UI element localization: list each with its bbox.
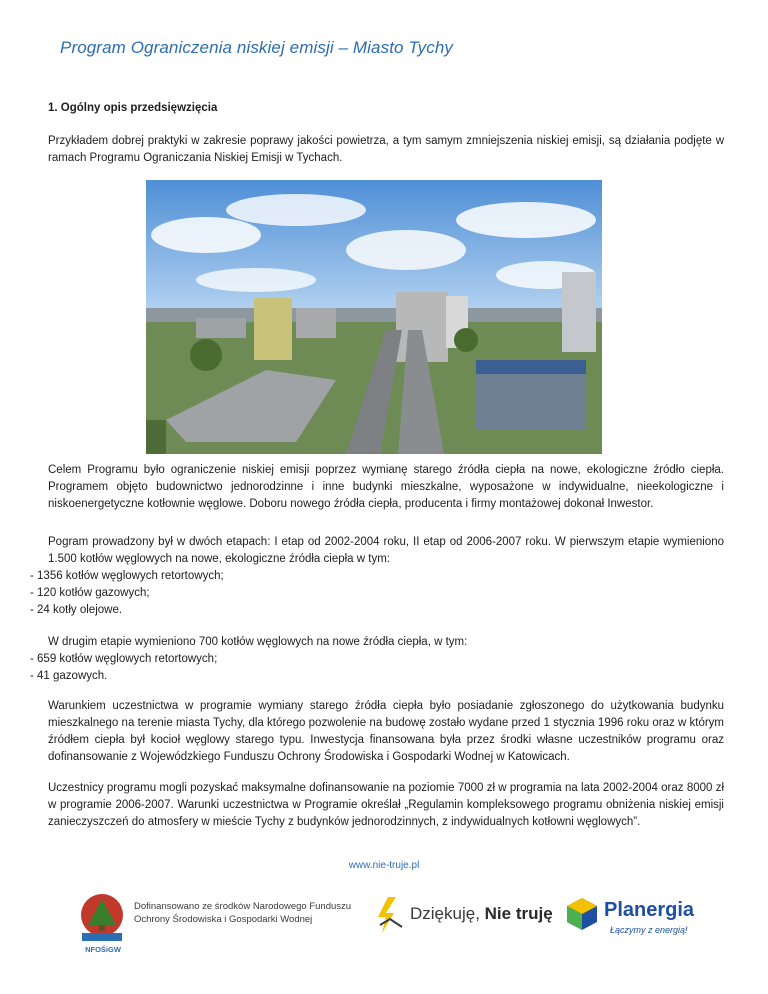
nfosigw-text-line: Ochrony Środowiska i Gospodarki Wodnej [134,914,313,925]
section-heading: 1. Ogólny opis przedsięwzięcia [48,102,218,114]
list-item: - 41 gazowych. [30,670,108,682]
conditions-paragraph: Warunkiem uczestnictwa w programie wymiany starego źródła ciepła było posiadanie zgłoszonego do użytkowania budynku mieszkalnego na terenie miasta Tychy, dla którego pozwolenie na budowę zostało wydane przed 1 stycznia 1996 roku oraz w którym źródłem ciepła był kocioł węglowy starego typu. Inwestycja finansowana była przez środki własne uczestników programu oraz dofinansowanie z Wojewódzkiego Funduszu Ochrony Środowiska i Gospodarki Wodnej w Katowicach. [48,700,724,763]
list-item: - 24 kotły olejowe. [30,604,123,616]
nfosigw-label: NFOŚiGW [85,945,121,954]
list-item: - 1356 kotłów węglowych retortowych; [30,570,224,582]
funding-paragraph: Uczestnicy programu mogli pozyskać maksymalne dofinansowanie na poziomie 7000 zł w programia na lata 2002-2004 oraz 8000 zł w programie 2006-2007. Warunki uczestnictwa w Programie określał „Regulamin kompleksowego programu obniżenia niskiej emisji zanieczyszczeń do atmosfery w mieście Tychy z budynków jednorodzinnych, z indywidualnych kotłowni węglowych”. [48,782,724,828]
footer-logos [0,885,768,965]
list-item: - 659 kotłów węglowych retortowych; [30,653,218,665]
goal-paragraph: Celem Programu było ograniczenie niskiej emisji poprzez wymianę starego źródła ciepła na nowe, ekologiczne źródło ciepła. Programem objęto budownictwo jednorodzinne i inne budynki mieszkalne, wyposażone w indywidualne, nieekologiczne i niskoenergetyczne kotłownie węglowe. Doboru nowego źródła ciepła, producenta i firmy montażowej dokonał Inwestor. [48,464,724,510]
document-title: Program Ograniczenia niskiej emisji – Miasto Tychy [60,38,453,57]
stage2-paragraph: W drugim etapie wymieniono 700 kotłów węglowych na nowe źródła ciepła, w tym: [48,636,468,648]
city-aerial-photo [146,180,602,454]
nfosigw-logo [78,891,126,949]
list-item: - 120 kotłów gazowych; [30,587,150,599]
dziekuje-part1: Dziękuję, [410,904,480,923]
nfosigw-text-line: Dofinansowano ze środków Narodowego Funduszu [134,901,352,912]
stages-paragraph: Pogram prowadzony był w dwóch etapach: I etap od 2002-2004 roku, II etap od 2006-2007 roku. W pierwszym etapie wymieniono 1.500 kotłów węglowych na nowe, ekologiczne źródła ciepła w tym: [48,536,724,565]
dziekuje-part2: Nie truję [484,904,553,923]
planergia-tagline: Łączymy z energią! [610,925,688,935]
dziekuje-text [410,904,553,924]
nfosigw-text [134,900,351,926]
intro-paragraph: Przykładem dobrej praktyki w zakresie poprawy jakości powietrza, a tym samym zmniejszenia niskiej emisji, są działania podjęte w ramach Programu Ograniczania Niskiej Emisji w Tychach. [48,135,724,164]
planergia-name: Planergia [604,899,695,921]
dziekuje-logo-icon [376,895,406,935]
website-link[interactable]: www.nie-truje.pl [348,860,420,871]
planergia-logo-icon [565,897,599,931]
